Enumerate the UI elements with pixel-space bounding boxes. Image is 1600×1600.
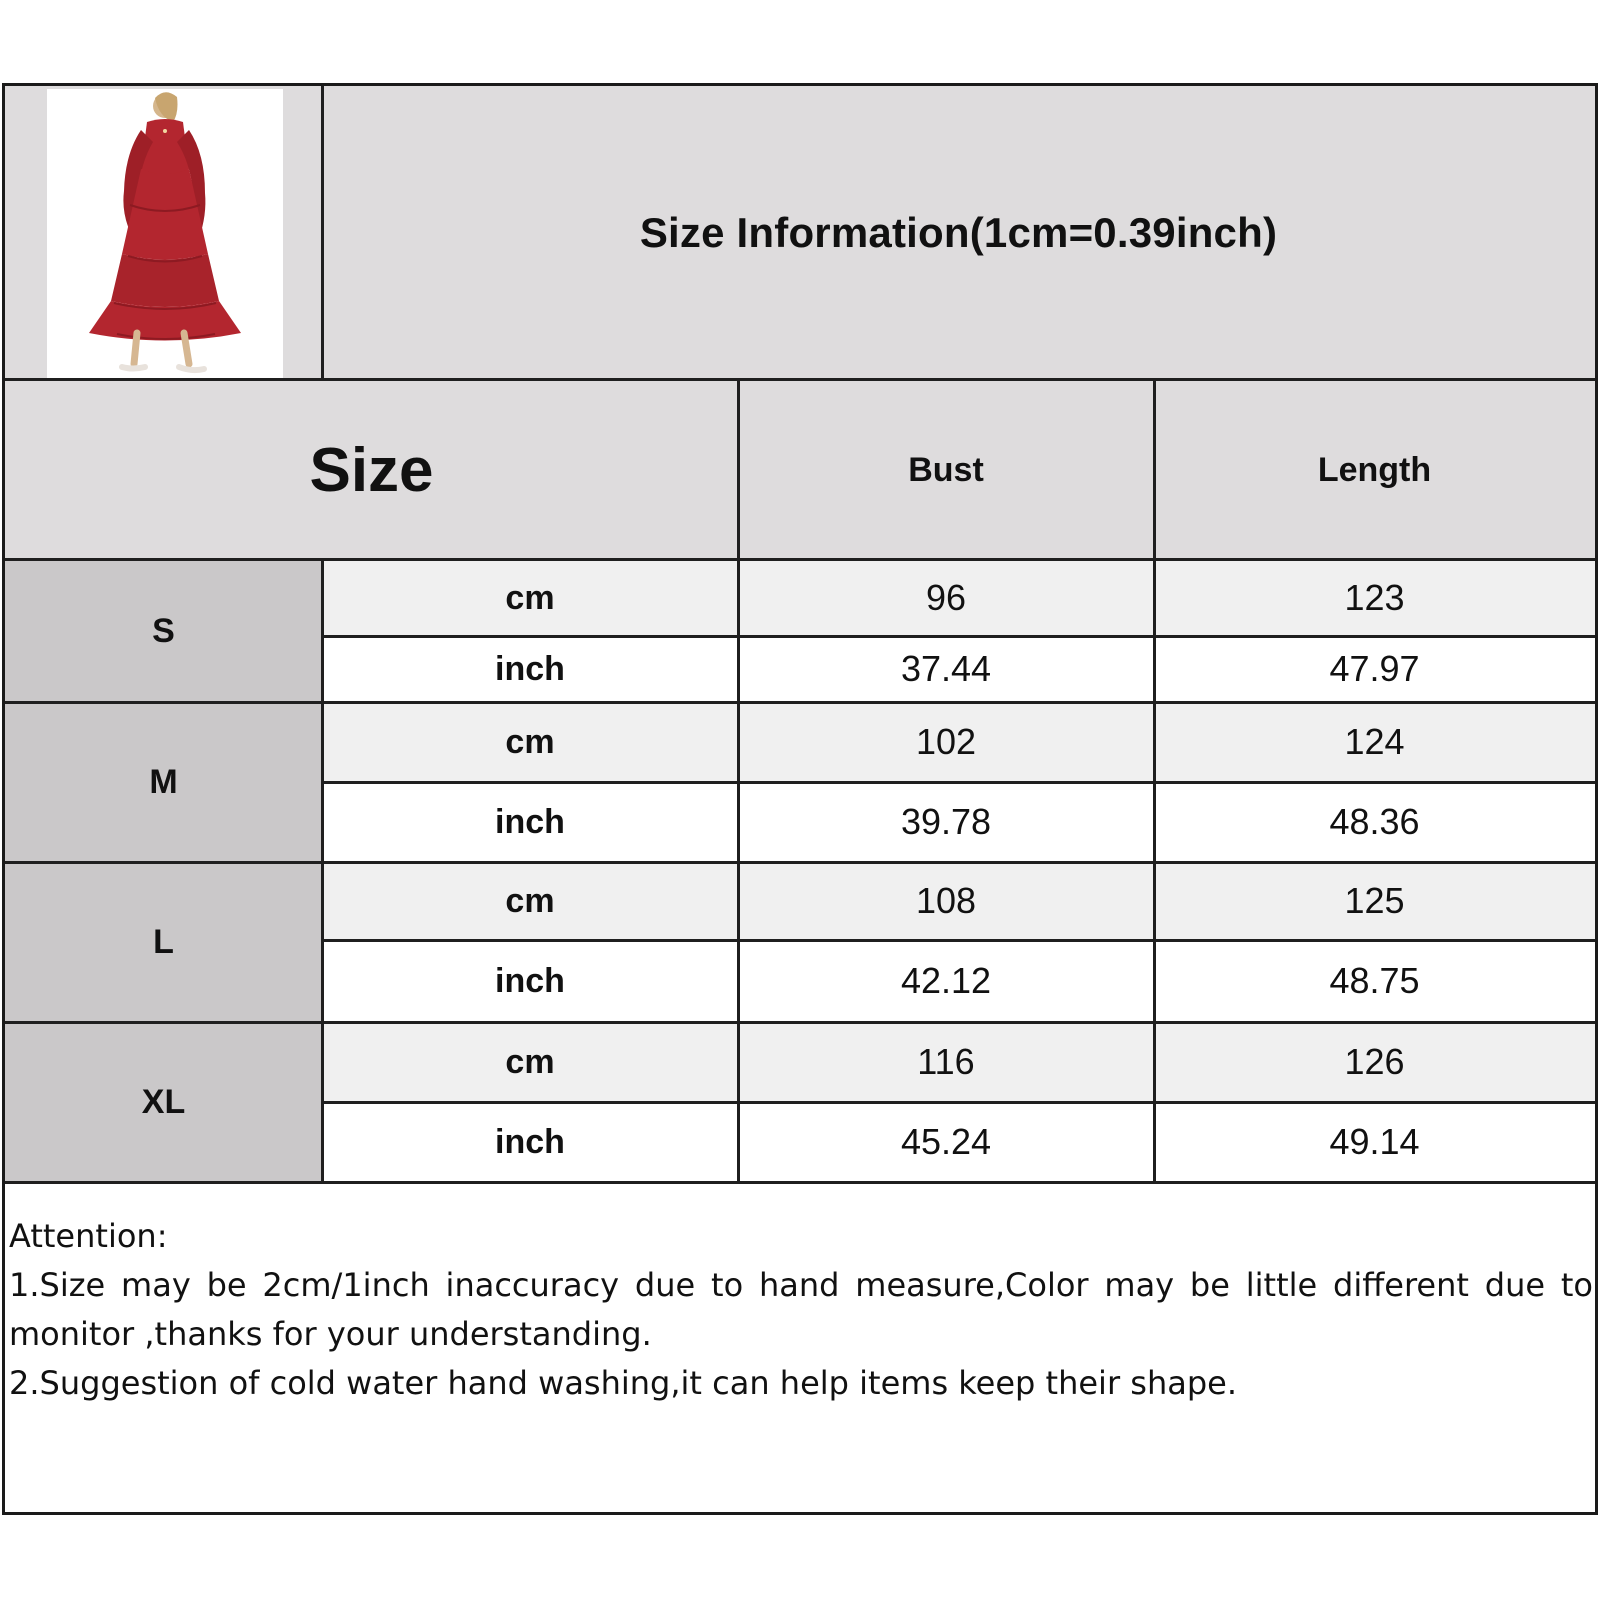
size-m-cm-unit-cell <box>322 702 738 782</box>
table-divider <box>5 701 1595 704</box>
size-l-cell <box>5 862 322 1022</box>
product-image-cell <box>5 86 322 380</box>
table-divider <box>321 560 324 1183</box>
size-l-cm-bust-cell <box>738 862 1154 940</box>
table-divider <box>737 380 740 1183</box>
bust-header-cell <box>738 380 1154 560</box>
size-xl-cm-length-cell <box>1154 1022 1595 1102</box>
length-value: 126 <box>1344 1041 1405 1082</box>
bust-value: 42.12 <box>900 960 992 1001</box>
size-s-inch-unit-cell <box>322 636 738 702</box>
table-divider <box>322 939 1595 942</box>
size-m-inch-bust-cell <box>738 782 1154 862</box>
size-l-inch-bust-cell <box>738 940 1154 1022</box>
size-l-inch-unit-cell <box>322 940 738 1022</box>
size-xl-label: XL <box>141 1082 186 1121</box>
size-s-label: S <box>152 611 175 650</box>
unit-label: cm <box>505 1042 555 1081</box>
size-m-cm-bust-cell <box>738 702 1154 782</box>
size-xl-cm-unit-cell <box>322 1022 738 1102</box>
unit-label: cm <box>505 578 555 617</box>
table-divider <box>5 1021 1595 1024</box>
attention-line-1: 1.Size may be 2cm/1inch inaccuracy due to hand measure,Color may be little different due to monitor ,thanks for your understanding. <box>9 1266 1593 1353</box>
size-header-cell <box>5 380 738 560</box>
table-divider <box>5 1181 1595 1184</box>
table-divider <box>5 861 1595 864</box>
bust-value: 45.24 <box>900 1121 992 1162</box>
table-divider <box>5 558 1595 561</box>
bust-value: 37.44 <box>900 648 992 689</box>
bust-value: 116 <box>917 1041 975 1082</box>
size-information-title: Size Information(1cm=0.39inch) <box>639 209 1278 256</box>
size-l-label: L <box>153 922 174 961</box>
length-value: 47.97 <box>1329 648 1420 689</box>
unit-label: cm <box>505 722 555 761</box>
size-xl-inch-bust-cell <box>738 1102 1154 1182</box>
size-s-cell <box>5 560 322 702</box>
size-s-inch-length-cell <box>1154 636 1595 702</box>
bust-header: Bust <box>908 450 984 489</box>
length-value: 48.75 <box>1329 960 1420 1001</box>
bust-value: 39.78 <box>900 801 992 842</box>
size-xl-inch-length-cell <box>1154 1102 1595 1182</box>
table-divider <box>321 86 324 380</box>
size-chart <box>2 83 1598 1515</box>
length-value: 123 <box>1344 577 1405 618</box>
table-divider <box>1153 380 1156 1183</box>
size-s-inch-bust-cell <box>738 636 1154 702</box>
table-divider <box>322 1101 1595 1104</box>
bust-value: 96 <box>925 577 967 618</box>
size-l-cm-unit-cell <box>322 862 738 940</box>
bust-value: 108 <box>915 880 977 921</box>
unit-label: inch <box>495 1122 565 1161</box>
bust-value: 102 <box>915 721 977 762</box>
size-information-title-cell <box>322 86 1595 380</box>
size-s-cm-length-cell <box>1154 560 1595 636</box>
size-s-cm-bust-cell <box>738 560 1154 636</box>
unit-label: inch <box>495 802 565 841</box>
length-value: 124 <box>1344 721 1405 762</box>
size-m-cm-length-cell <box>1154 702 1595 782</box>
size-m-inch-length-cell <box>1154 782 1595 862</box>
attention-heading: Attention: <box>9 1217 168 1255</box>
length-header: Length <box>1317 450 1432 489</box>
size-xl-cell <box>5 1022 322 1182</box>
size-l-inch-length-cell <box>1154 940 1595 1022</box>
length-header-cell <box>1154 380 1595 560</box>
size-m-label: M <box>149 762 178 801</box>
red-maxi-dress-photo <box>47 89 283 379</box>
size-s-cm-unit-cell <box>322 560 738 636</box>
size-l-cm-length-cell <box>1154 862 1595 940</box>
length-value: 125 <box>1344 880 1405 921</box>
unit-label: inch <box>495 961 565 1000</box>
size-xl-cm-bust-cell <box>738 1022 1154 1102</box>
size-xl-inch-unit-cell <box>322 1102 738 1182</box>
table-divider <box>5 378 1595 381</box>
size-m-cell <box>5 702 322 862</box>
size-m-inch-unit-cell <box>322 782 738 862</box>
table-divider <box>322 635 1595 638</box>
attention-line-2: 2.Suggestion of cold water hand washing,it can help items keep their shape. <box>9 1364 1237 1402</box>
length-value: 48.36 <box>1329 801 1420 842</box>
size-header: Size <box>309 435 434 505</box>
unit-label: cm <box>505 881 555 920</box>
unit-label: inch <box>495 649 565 688</box>
product-image-frame <box>47 89 283 379</box>
length-value: 49.14 <box>1329 1121 1420 1162</box>
attention-notes <box>9 1212 1593 1472</box>
table-divider <box>322 781 1595 784</box>
